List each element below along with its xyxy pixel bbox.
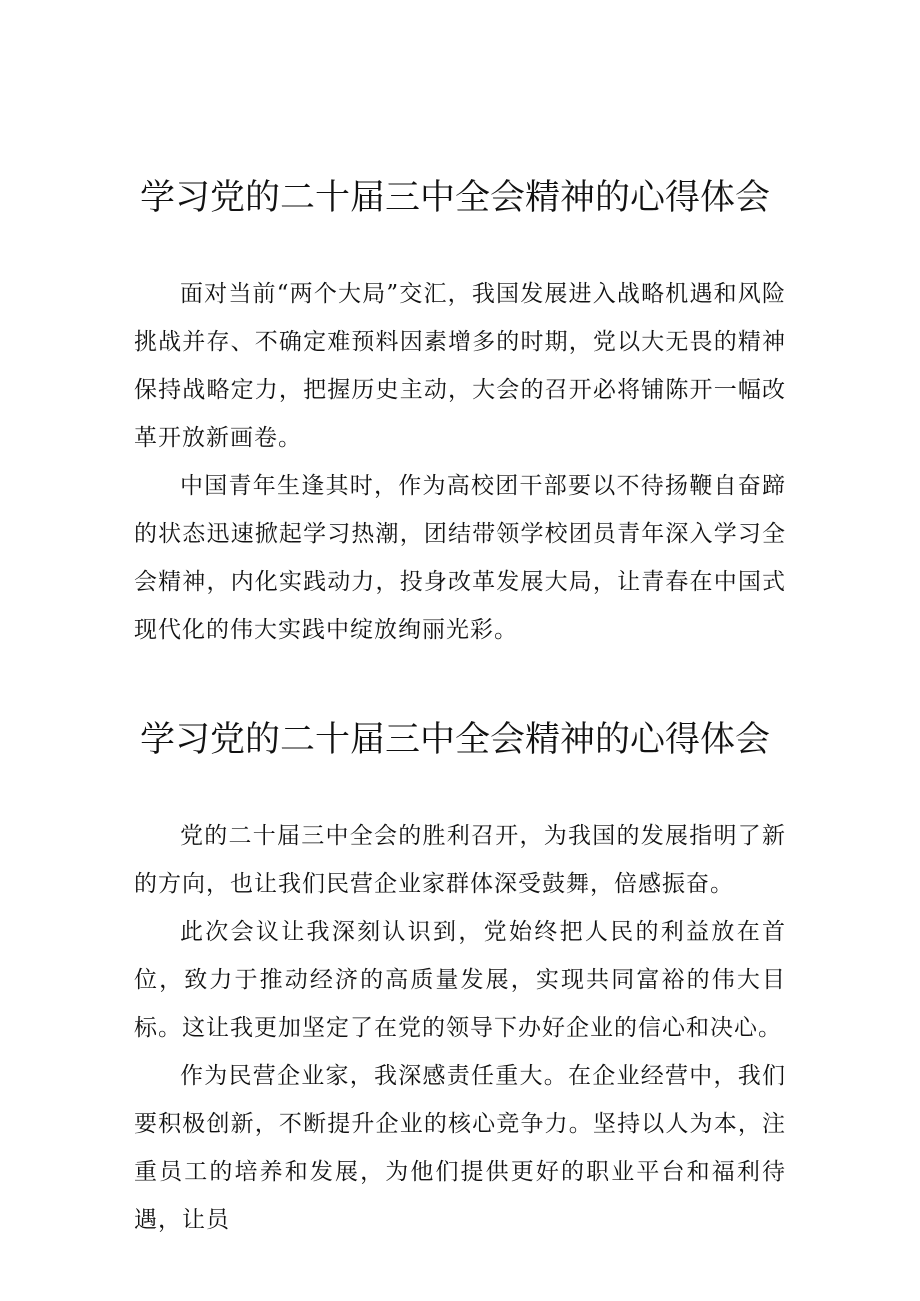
paragraph: 此次会议让我深刻认识到，党始终把人民的利益放在首位，致力于推动经济的高质量发展，实现共同富裕的伟大目标。这让我更加坚定了在党的领导下办好企业的信心和决心。 <box>134 919 786 1041</box>
paragraph: 作为民营企业家，我深感责任重大。在企业经营中，我们要积极创新，不断提升企业的核心竞争力。坚持以人为本，注重员工的培养和发展，为他们提供更好的职业平台和福利待遇，让员 <box>134 1063 786 1233</box>
section-body <box>134 812 786 1244</box>
section-title: 学习党的二十届三中全会精神的心得体会 <box>140 178 771 218</box>
paragraph: 面对当前“两个大局”交汇，我国发展进入战略机遇和风险挑战并存、不确定难预料因素增多的时期，党以大无畏的精神保持战略定力，把握历史主动，大会的召开必将铺陈开一幅改革开放新画卷。 <box>134 281 786 451</box>
section-title: 学习党的二十届三中全会精神的心得体会 <box>140 720 771 760</box>
section-body <box>134 270 786 654</box>
paragraph: 党的二十届三中全会的胜利召开，为我国的发展指明了新的方向，也让我们民营企业家群体深受鼓舞，倍感振奋。 <box>134 823 786 897</box>
paragraph: 中国青年生逢其时，作为高校团干部要以不待扬鞭自奋蹄的状态迅速掀起学习热潮，团结带领学校团员青年深入学习全会精神，内化实践动力，投身改革发展大局，让青春在中国式现代化的伟大实践中绽放绚丽光彩。 <box>134 473 786 643</box>
